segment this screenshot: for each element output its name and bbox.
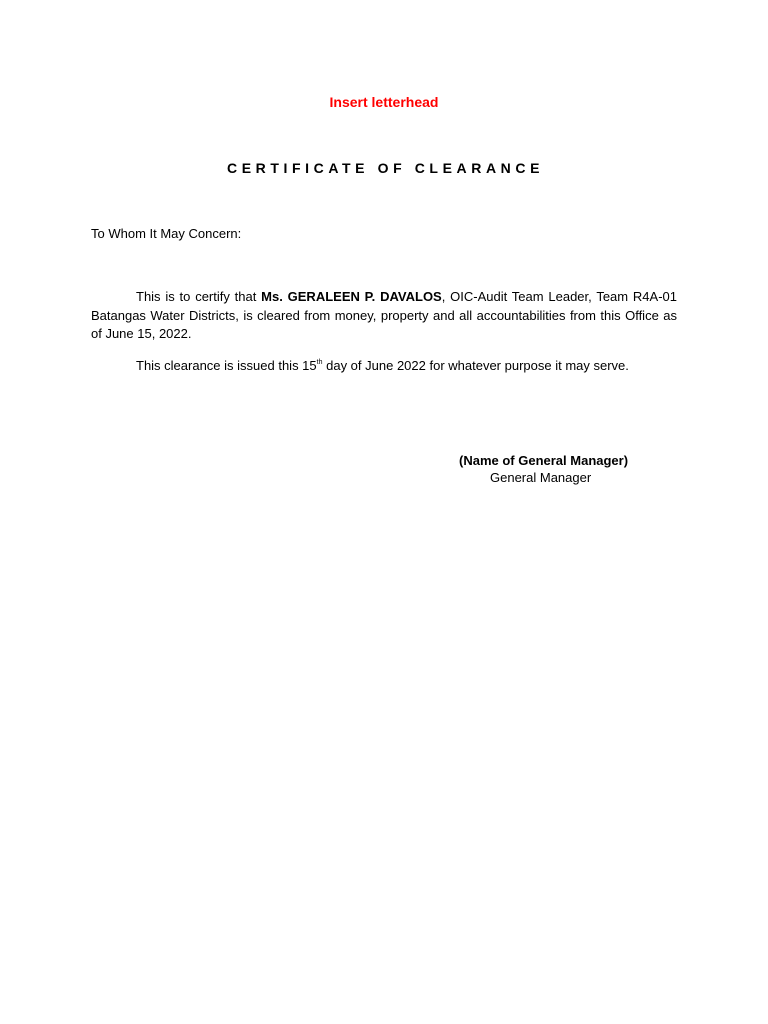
- issuance-rest-text: day of June 2022 for whatever purpose it may serve.: [322, 358, 629, 373]
- salutation: To Whom It May Concern:: [91, 226, 242, 241]
- signature-block: [459, 452, 628, 486]
- certification-paragraph: [91, 288, 677, 344]
- issuance-paragraph: [91, 357, 677, 375]
- issuance-lead-text: This clearance is issued this 15: [136, 358, 317, 373]
- cleared-person-name: Ms. GERALEEN P. DAVALOS: [261, 289, 442, 304]
- document-title: CERTIFICATE OF CLEARANCE: [226, 160, 545, 176]
- signatory-name: (Name of General Manager): [459, 453, 629, 468]
- certification-lead-text: This is to certify that: [136, 289, 262, 304]
- signatory-title: General Manager: [490, 470, 592, 485]
- certification-rest-text: , OIC-Audit Team Leader, Team R4A-01 Batangas Water Districts, is cleared from money, property and all accountabilities from this Office as of June 15, 2022.: [91, 289, 677, 341]
- letterhead-placeholder: Insert letterhead: [329, 94, 439, 110]
- ordinal-suffix: th: [316, 359, 323, 366]
